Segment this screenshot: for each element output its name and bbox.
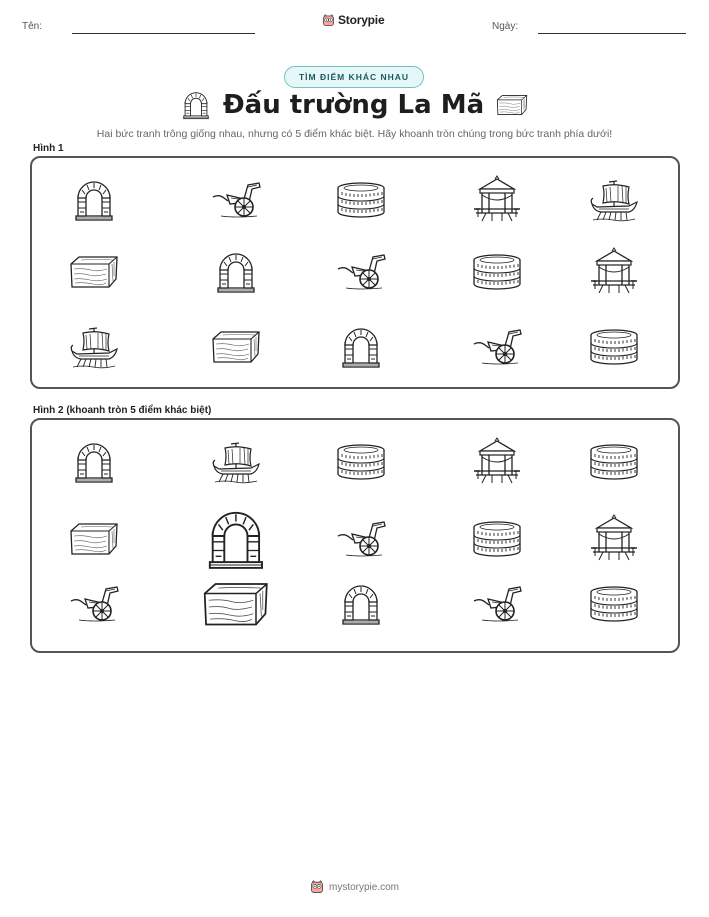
arch-icon[interactable] [72,178,116,222]
arch-icon[interactable] [214,250,258,294]
chariot-icon[interactable] [211,180,261,220]
date-line[interactable] [538,33,686,34]
instructions: Hai bức tranh trông giống nhau, nhưng có 5 điểm khác biệt. Hãy khoanh tròn chúng trong bức tranh phía dưới! [96,128,613,140]
pavilion-icon[interactable] [589,514,639,564]
name-label: Tên: [22,21,43,32]
chariot-icon[interactable] [472,584,522,624]
date-label: Ngày: [492,21,519,32]
arch-icon[interactable] [339,325,383,369]
page-title: Đấu trường La Mã [222,90,485,120]
colosseum-icon[interactable] [589,584,639,624]
chariot-icon[interactable] [336,519,386,559]
name-line[interactable] [72,33,255,34]
activity-badge: TÌM ĐIỂM KHÁC NHAU [284,66,424,88]
arch-icon[interactable] [72,440,116,484]
colosseum-icon[interactable] [336,442,386,482]
picture-2-panel [30,418,680,653]
owl-icon [310,880,324,894]
title-row [0,90,709,120]
stone-block-icon[interactable] [202,580,270,629]
pavilion-icon[interactable] [589,247,639,297]
ship-icon[interactable] [69,325,119,369]
picture-1-panel [30,156,680,389]
footer-url[interactable]: mystorypie.com [328,881,399,893]
chariot-icon[interactable] [69,584,119,624]
stone-block-icon [496,93,528,117]
footer [0,880,709,894]
arch-icon [181,90,211,120]
chariot-icon[interactable] [336,252,386,292]
colosseum-icon[interactable] [336,180,386,220]
arch-icon[interactable] [204,507,268,571]
panel-1-label: Hình 1 [33,143,64,154]
stone-block-icon[interactable] [69,521,119,557]
colosseum-icon[interactable] [589,442,639,482]
chariot-icon[interactable] [472,327,522,367]
panel-2-label: Hình 2 (khoanh tròn 5 điểm khác biệt) [33,405,212,416]
arch-icon[interactable] [339,582,383,626]
ship-icon[interactable] [211,440,261,484]
stone-block-icon[interactable] [211,329,261,365]
ship-icon[interactable] [589,178,639,222]
storypie-logo [322,13,384,27]
colosseum-icon[interactable] [472,252,522,292]
pavilion-icon[interactable] [472,437,522,487]
colosseum-icon[interactable] [589,327,639,367]
owl-icon [322,14,335,27]
colosseum-icon[interactable] [472,519,522,559]
stone-block-icon[interactable] [69,254,119,290]
pavilion-icon[interactable] [472,175,522,225]
brand-name: Storypie [338,13,385,27]
